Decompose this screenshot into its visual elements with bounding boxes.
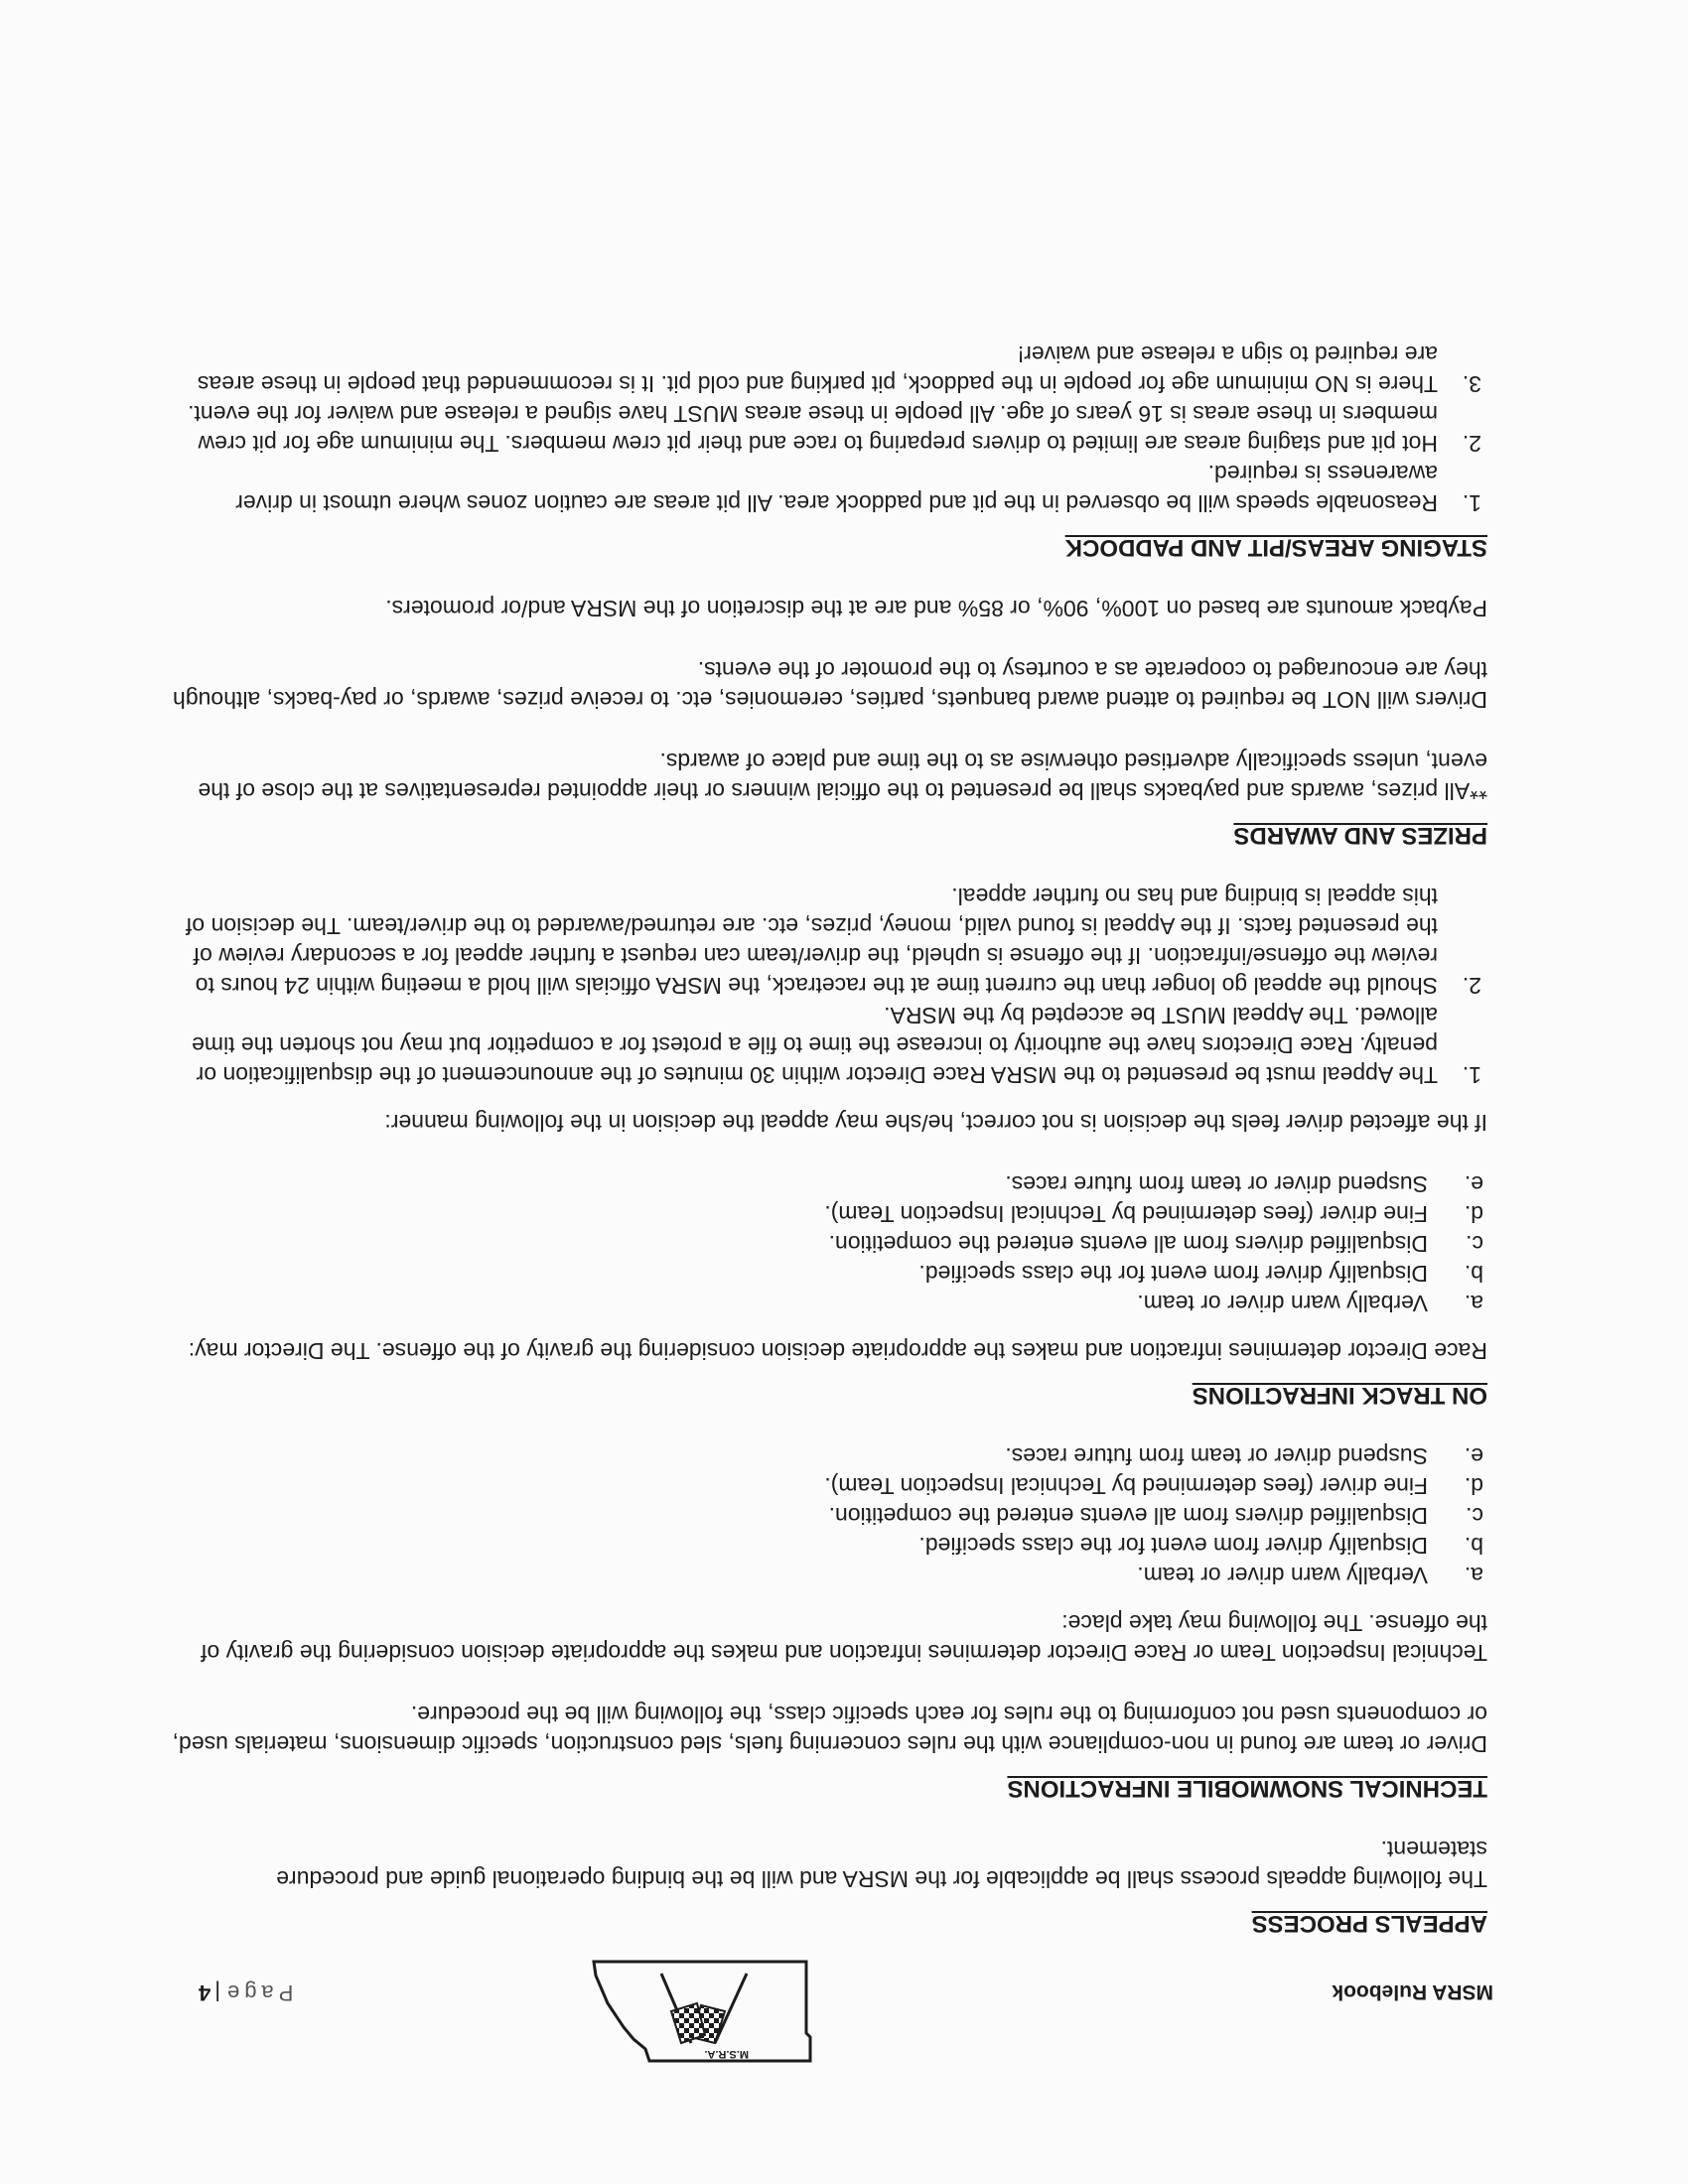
list-item <box>167 1289 1487 1318</box>
page-header <box>193 1954 1493 2073</box>
list-item <box>167 340 1487 399</box>
list-marker: 2. <box>1462 431 1481 457</box>
list-item <box>167 1199 1487 1229</box>
list-item <box>167 1531 1487 1561</box>
list-text: Verbally warn driver or team. <box>1137 1291 1428 1316</box>
technical-heading: TECHNICAL SNOWMOBILE INFRACTIONS <box>1007 1775 1487 1802</box>
list-item <box>167 1501 1487 1531</box>
technical-paragraph-1: Driver or team are found in non-compliance with the rules concerning fuels, sled construction, specific dimensions, materials used, or components used not conforming to the rules for each specific class, the following will be the procedure. <box>172 1702 1487 1757</box>
appeals-heading: APPEALS PROCESS <box>1251 1910 1487 1937</box>
list-item <box>167 399 1487 459</box>
list-text: Disqualified drivers from all events entered the competition. <box>828 1231 1428 1257</box>
page-word: Page <box>221 1980 294 2005</box>
list-marker: c. <box>1466 1503 1483 1529</box>
list-text: Suspend driver or team from future races. <box>1005 1443 1428 1469</box>
logo-text: M.S.R.A. <box>704 2048 749 2060</box>
list-text: Hot pit and staging areas are limited to drivers preparing to race and their pit crew members. The minimum age for pit crew members in these areas is 16 years of age. All people in these areas MUST have signed a release and waiver for the event. <box>188 401 1438 457</box>
list-marker: d. <box>1464 1473 1483 1499</box>
ontrack-paragraph-1: Race Director determines infraction and makes the appropriate decision considering the gravity of the offense. The Director may: <box>188 1338 1487 1364</box>
document-title: MSRA Rulebook <box>1332 1980 1493 2003</box>
appeals-intro: The following appeals process shall be applicable for the MSRA and will be the binding operational guide and procedure statement. <box>276 1837 1487 1892</box>
list-marker: a. <box>1464 1291 1483 1316</box>
list-text: Fine driver (fees determined by Technical Inspection Team). <box>824 1473 1428 1499</box>
list-text: Reasonable speeds will be observed in the pit and paddock area. All pit areas are caution zones where utmost in driver awareness is required. <box>235 461 1438 516</box>
list-marker: 1. <box>1462 490 1481 516</box>
list-text: Fine driver (fees determined by Technical Inspection Team). <box>824 1201 1428 1227</box>
list-marker: 2. <box>1462 973 1481 999</box>
list-text: Disqualify driver from event for the class specified. <box>918 1533 1428 1559</box>
list-item <box>167 1169 1487 1199</box>
list-marker: 1. <box>1462 1062 1481 1088</box>
list-marker: c. <box>1466 1231 1483 1257</box>
list-marker: b. <box>1464 1261 1483 1287</box>
list-item <box>167 882 1487 1001</box>
list-item <box>167 459 1487 518</box>
prizes-paragraph-2: Drivers will NOT be required to attend award banquets, parties, ceremonies, etc. to receive prizes, awards, or pay-backs, although they are encouraged to cooperate as a courtesy to the promoter of the events. <box>173 657 1487 713</box>
list-marker: d. <box>1464 1201 1483 1227</box>
list-item <box>167 1001 1487 1090</box>
page-number: 4 <box>199 1980 211 2005</box>
prizes-heading: PRIZES AND AWARDS <box>1233 822 1487 849</box>
list-item <box>167 1441 1487 1471</box>
list-marker: b. <box>1464 1533 1483 1559</box>
list-item <box>167 1259 1487 1289</box>
list-text: Verbally warn driver or team. <box>1137 1563 1428 1588</box>
list-item <box>167 1229 1487 1259</box>
list-marker: 3. <box>1462 371 1481 397</box>
ontrack-penalty-list <box>167 1169 1487 1318</box>
list-item <box>167 1561 1487 1590</box>
list-marker: a. <box>1464 1563 1483 1588</box>
technical-paragraph-2: Technical Inspection Team or Race Director determines infraction and makes the appropriate decision considering the gravity of the offense. The following may take place: <box>201 1610 1487 1666</box>
list-marker: e. <box>1464 1171 1483 1197</box>
staging-heading: STAGING AREAS/PIT AND PADDOCK <box>1064 534 1487 561</box>
list-text: Suspend driver or team from future races. <box>1005 1171 1428 1197</box>
appeal-steps-list <box>167 882 1487 1090</box>
list-item <box>167 1471 1487 1501</box>
list-text: Disqualify driver from event for the class specified. <box>918 1261 1428 1287</box>
prizes-paragraph-3: Payback amounts are based on 100%, 90%, or 85% and are at the discretion of the MSRA and/or promoters. <box>385 596 1487 621</box>
ontrack-heading: ON TRACK INFRACTIONS <box>1192 1382 1487 1409</box>
prizes-paragraph-1: **All prizes, awards and paybacks shall be presented to the official winners or their appointed representatives at the close of the event, unless specifically advertised otherwise as to the time and place of awards. <box>198 749 1487 804</box>
document-body <box>167 308 1487 1938</box>
staging-rules-list <box>167 340 1487 518</box>
checkered-flags-logo-icon <box>590 1958 818 2073</box>
ontrack-paragraph-2: If the affected driver feels the decision is not correct, he/she may appeal the decision in the following manner: <box>384 1110 1487 1136</box>
list-text: Disqualified drivers from all events entered the competition. <box>828 1503 1428 1529</box>
list-text: There is NO minimum age for people in the paddock, pit parking and cold pit. It is recommended that people in these areas are required to sign a release and waiver! <box>197 341 1438 397</box>
technical-penalty-list <box>167 1441 1487 1590</box>
list-text: Should the appeal go longer than the current time at the racetrack, the MSRA officials will hold a meeting within 24 hours to review the offense/infraction. If the offense is upheld, the driver/team can request a further appeal for a secondary review of the presented facts. If the Appeal is found valid, money, prizes, etc. are returned/awarded to the driver/team. The decision of this appeal is binding and has no further appeal. <box>185 884 1438 999</box>
list-text: The Appeal must be presented to the MSRA Race Director within 30 minutes of the announcement of the disqualification or penalty. Race Directors have the authority to increase the time to file a protest for a competitor but may not shorten the time allowed. The Appeal MUST be accepted by the MSRA. <box>192 1003 1438 1088</box>
list-marker: e. <box>1464 1443 1483 1469</box>
page-number-label: Page|4 <box>199 1980 294 2005</box>
